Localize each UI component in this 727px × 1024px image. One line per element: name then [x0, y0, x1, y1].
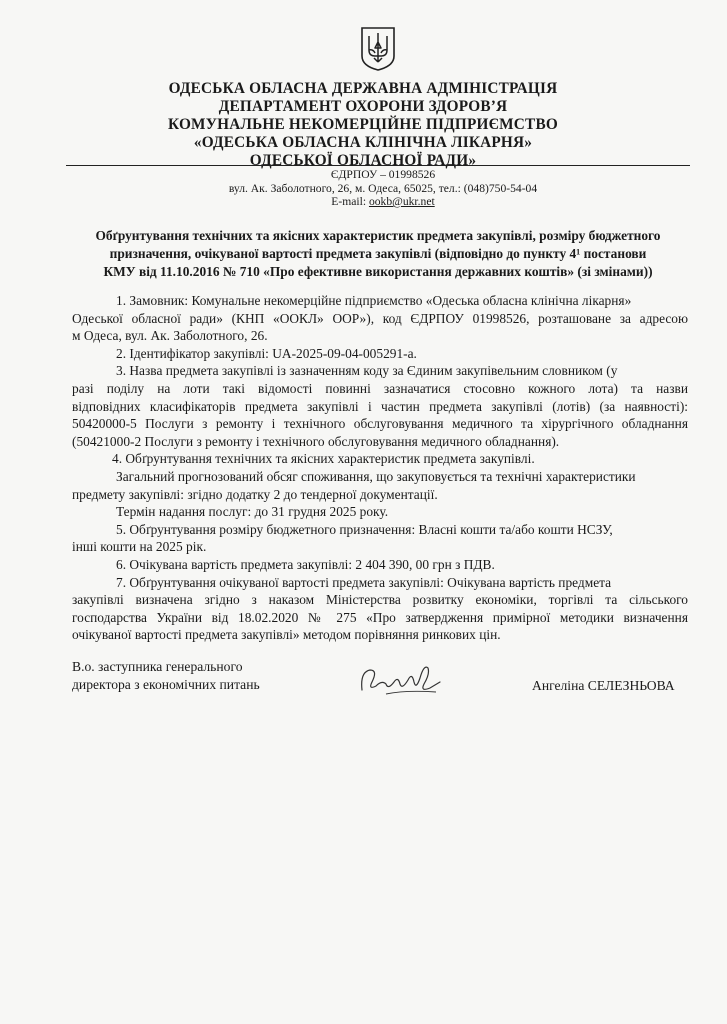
email-label: E-mail:	[331, 195, 369, 208]
email-line	[180, 195, 586, 209]
org-line-2: ДЕПАРТАМЕНТ ОХОРОНИ ЗДОРОВ’Я	[218, 98, 508, 115]
edrpou-code: ЄДРПОУ – 01998526	[330, 168, 436, 181]
paragraph-1	[72, 292, 688, 345]
header-divider	[66, 165, 690, 166]
org-line-5: ОДЕСЬКОЇ ОБЛАСНОЇ РАДИ»	[249, 152, 477, 169]
paragraph-4b	[72, 468, 688, 503]
signatory-name: Ангеліна СЕЛЕЗНЬОВА	[532, 678, 675, 693]
address-line: вул. Ак. Заболотного, 26, м. Одеса, 65025, тел.: (048)750-54-04	[228, 181, 538, 195]
p3-line-2: разі поділу на лоти такі відомості повинні зазначатися стосовно кожного лота) та назви	[72, 380, 688, 396]
p3-line-3: відповідних класифікаторів предмета закупівлі і частин предмета закупівлі (лотів) (за наявності):	[72, 398, 688, 414]
signatory-position	[72, 658, 260, 694]
org-line-3: КОМУНАЛЬНЕ НЕКОМЕРЦІЙНЕ ПІДПРИЄМСТВО	[168, 116, 558, 133]
paragraph-7	[72, 574, 688, 644]
p3-line-4: 50420000-5 Послуги з ремонту і технічного обслуговування медичного та хірургічного обладнання	[72, 416, 688, 432]
title-line-1: Обґрунтування технічних та якісних характеристик предмета закупівлі, розміру бюджетного	[95, 228, 661, 243]
org-line-4: «ОДЕСЬКА ОБЛАСНА КЛІНІЧНА ЛІКАРНЯ»	[193, 134, 533, 151]
paragraph-3	[72, 362, 688, 450]
organization-header	[140, 80, 586, 170]
p1-line-1: 1. Замовник: Комунальне некомерційне підприємство «Одеська обласна клінічна лікарня»	[116, 293, 632, 308]
paragraph-6: 6. Очікувана вартість предмета закупівлі: 2 404 390, 00 грн з ПДВ.	[116, 556, 495, 572]
position-line-1: В.о. заступника генерального	[72, 659, 243, 674]
title-line-2: призначення, очікуваної вартості предмета закупівлі (відповідно до пункту 4¹ постанови	[109, 246, 647, 261]
org-line-1: ОДЕСЬКА ОБЛАСНА ДЕРЖАВНА АДМІНІСТРАЦІЯ	[168, 80, 558, 97]
p7-line-2: закупівлі визначена згідно з наказом Міністерства розвитку економіки, торгівлі та сільського	[72, 592, 688, 608]
p5-line-2: інші кошти на 2025 рік.	[72, 539, 207, 555]
p4b-line-1: Загальний прогнозований обсяг споживання, що закуповується та технічні характеристики	[116, 468, 636, 484]
document-title	[66, 227, 690, 281]
paragraph-5	[72, 521, 688, 556]
handwritten-signature-icon	[356, 660, 446, 700]
p1-line-2: Одеської обласної ради» (КНП «ООКЛ» ООР»), код ЄДРПОУ 01998526, розташоване за адресою	[72, 310, 688, 326]
p7-line-4: очікуваної вартості предмета закупівлі» методом порівняння ринкових цін.	[72, 627, 501, 643]
coat-of-arms-icon	[360, 26, 396, 72]
p3-line-1: 3. Назва предмета закупівлі із зазначенням коду за Єдиним закупівельним словником (у	[116, 363, 618, 379]
p5-line-1: 5. Обґрунтування розміру бюджетного призначення: Власні кошти та/або кошти НСЗУ,	[116, 521, 613, 537]
paragraph-4: 4. Обґрунтування технічних та якісних характеристик предмета закупівлі.	[112, 451, 535, 467]
p3-line-5: (50421000-2 Послуги з ремонту і технічного обслуговування медичного обладнання).	[72, 433, 560, 449]
p7-line-1: 7. Обґрунтування очікуваної вартості предмета закупівлі: Очікувана вартість предмета	[116, 574, 612, 590]
paragraph-4c: Термін надання послуг: до 31 грудня 2025 року.	[116, 504, 389, 520]
email-link[interactable]: ookb@ukr.net	[368, 195, 435, 208]
paragraph-2: 2. Ідентифікатор закупівлі: UA-2025-09-04-005291-a.	[116, 345, 417, 361]
position-line-2: директора з економічних питань	[72, 677, 260, 692]
document-body	[72, 292, 688, 644]
p1-line-3: м Одеса, вул. Ак. Заболотного, 26.	[72, 328, 268, 344]
title-line-3: КМУ від 11.10.2016 № 710 «Про ефективне використання державних коштів» (зі змінами))	[103, 264, 653, 279]
contact-block	[180, 168, 586, 209]
p7-line-3: господарства України від 18.02.2020 № 275 «Про затвердження примірної методики визначення	[72, 609, 688, 625]
p4b-line-2: предмету закупівлі: згідно додатку 2 до тендерної документації.	[72, 486, 438, 502]
